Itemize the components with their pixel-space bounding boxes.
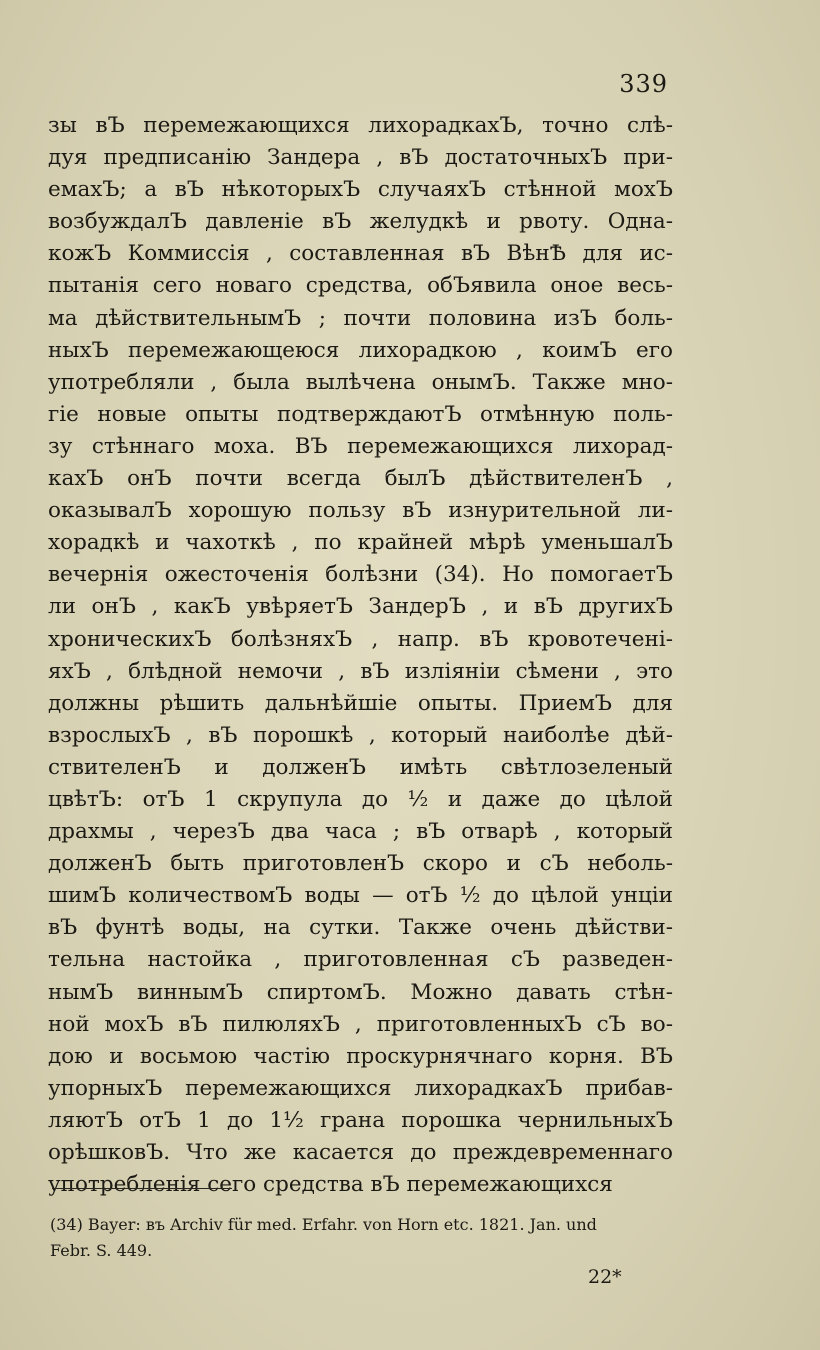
text-line: должны рѣшить дальнѣйшіе опыты. ПриемЪ для [48, 690, 673, 716]
text-line: цвѣтЪ: отЪ 1 скрупула до ½ и даже до цѣлой [48, 786, 673, 812]
text-line: кахЪ онЪ почти всегда былЪ дѣйствителенЪ , [48, 466, 673, 492]
text-line: пытанія сего новаго средства, обЪявила оное весь- [48, 273, 673, 299]
text-line: орѣшковЪ. Что же касается до преждевременнаго [48, 1140, 673, 1165]
text-line: возбуждалЪ давленіе вЪ желудкѣ и рвоту. Одна- [48, 209, 673, 235]
text-line: упорныхЪ перемежающихся лихорадкахЪ прибав- [48, 1075, 673, 1101]
text-line: кожЪ Коммиссія , составленная вЪ ВѣнѢ для ис- [48, 241, 673, 267]
text-line: долженЪ быть приготовленЪ скоро и сЪ неболь- [48, 851, 673, 877]
page-number: 339 [619, 70, 668, 98]
text-line: шимЪ количествомЪ воды — отЪ ½ до цѣлой унціи [48, 883, 673, 909]
text-line: драхмы , черезЪ два часа ; вЪ отварѣ , который [48, 819, 673, 845]
text-line: хроническихЪ болѣзняхЪ , напр. вЪ кровотечені- [48, 626, 673, 652]
text-line: ляютЪ отЪ 1 до 1½ грана порошка чернильныхЪ [48, 1107, 673, 1133]
text-line: ствителенЪ и долженЪ имѣть свѣтлозеленый [48, 754, 673, 780]
text-line: емахЪ; а вЪ нѣкоторыхЪ случаяхЪ стѣнной мохЪ [48, 177, 673, 203]
footnote-divider [52, 1188, 232, 1189]
footnote [50, 1212, 675, 1264]
text-line: хорадкѣ и чахоткѣ , по крайней мѣрѣ уменьшалЪ [48, 530, 673, 556]
text-line: оказывалЪ хорошую пользу вЪ изнурительной ли- [48, 498, 673, 524]
text-line: зы вЪ перемежающихся лихорадкахЪ, точно слѣ- [48, 113, 673, 138]
signature-mark: 22* [588, 1266, 622, 1288]
text-line: вечернія ожесточенія болѣзни (34). Но помогаетЪ [48, 562, 673, 588]
text-line: дуя предписанію Зандера , вЪ достаточныхЪ при- [48, 145, 673, 171]
text-line: употребляли , была вылѣчена онымЪ. Также мно- [48, 369, 673, 395]
body-text [48, 110, 673, 1201]
text-line: ной мохЪ вЪ пилюляхЪ , приготовленныхЪ сЪ во- [48, 1011, 673, 1037]
text-line: употребленія сего средства вЪ перемежающихся [48, 1172, 613, 1198]
text-line: зу стѣннаго моха. ВЪ перемежающихся лихорад- [48, 433, 673, 459]
text-line: ли онЪ , какЪ увѣряетЪ ЗандерЪ , и вЪ другихЪ [48, 594, 673, 620]
text-line: ныхЪ перемежающеюся лихорадкою , коимЪ его [48, 337, 673, 363]
text-line: взрослыхЪ , вЪ порошкѣ , который наиболѣе дѣй- [48, 722, 673, 748]
text-line: дою и восьмою частію проскурнячнаго корня. ВЪ [48, 1043, 673, 1069]
text-line: гіе новые опыты подтверждаютЪ отмѣнную поль- [48, 401, 673, 427]
text-line: тельна настойка , приготовленная сЪ разведен- [48, 947, 673, 973]
footnote-line: (34) Bayer: въ Archiv für med. Erfahr. von Horn etc. 1821. Jan. und [50, 1215, 597, 1234]
footnote-line: Febr. S. 449. [50, 1241, 153, 1260]
text-line: вЪ фунтѣ воды, на сутки. Также очень дѣйстви- [48, 915, 673, 941]
text-line: ма дѣйствительнымЪ ; почти половина изЪ боль- [48, 305, 673, 331]
text-line: нымЪ виннымЪ спиртомЪ. Можно давать стѣн- [48, 979, 673, 1005]
text-line: яхЪ , блѣдной немочи , вЪ изліяніи сѣмени , это [48, 658, 673, 684]
